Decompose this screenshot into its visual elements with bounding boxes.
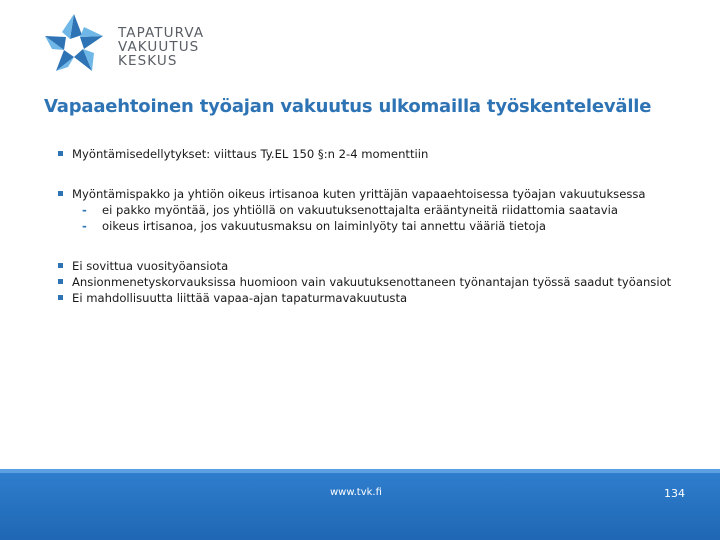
- page-number: 134: [664, 487, 685, 500]
- sub-bullet-text: ei pakko myöntää, jos yhtiöllä on vakuutuksenottajalta erääntyneitä riidattomia saatavia: [102, 203, 618, 217]
- slide-title: Vapaaehtoinen työajan vakuutus ulkomailla työskentelevälle: [44, 96, 652, 117]
- footer-bar: [0, 469, 720, 540]
- bullet-text: Myöntämispakko ja yhtiön oikeus irtisanoa kuten yrittäjän vapaaehtoisessa työajan vakuutuksessa: [72, 187, 646, 201]
- logo-wordmark: [118, 26, 204, 68]
- sub-bullet-item: [58, 202, 698, 218]
- dash-icon: -: [82, 219, 87, 233]
- bullet-square-icon: [58, 279, 63, 284]
- bullet-square-icon: [58, 191, 63, 196]
- bullet-text: Myöntämisedellytykset: viittaus Ty.EL 150 §:n 2-4 momenttiin: [72, 147, 429, 161]
- logo: [38, 12, 218, 78]
- bullet-item: [58, 274, 698, 290]
- footer-url-link[interactable]: www.tvk.fi: [330, 487, 382, 498]
- logo-line-3: KESKUS: [118, 53, 178, 69]
- bullet-text: Ansionmenetyskorvauksissa huomioon vain vakuutuksenottaneen työnantajan työssä saadut työansiot: [72, 275, 672, 289]
- footer-divider: [0, 469, 720, 473]
- bullet-item: [58, 258, 698, 274]
- bullet-item: [58, 186, 698, 202]
- bullet-item: [58, 146, 698, 162]
- bullet-item: [58, 290, 698, 306]
- bullet-text: Ei sovittua vuosityöansiota: [72, 259, 229, 273]
- star-logo-icon: [38, 12, 110, 78]
- sub-bullet-item: [58, 218, 698, 234]
- bullet-square-icon: [58, 295, 63, 300]
- bullet-text: Ei mahdollisuutta liittää vapaa-ajan tapaturmavakuutusta: [72, 291, 408, 305]
- bullet-square-icon: [58, 263, 63, 268]
- bullet-list: [58, 146, 698, 306]
- dash-icon: -: [82, 203, 87, 217]
- logo-line-2: VAKUUTUS: [118, 39, 200, 55]
- sub-bullet-text: oikeus irtisanoa, jos vakuutusmaksu on laiminlyöty tai annettu vääriä tietoja: [102, 219, 546, 233]
- logo-line-1: TAPATURVA: [118, 25, 205, 41]
- bullet-square-icon: [58, 151, 63, 156]
